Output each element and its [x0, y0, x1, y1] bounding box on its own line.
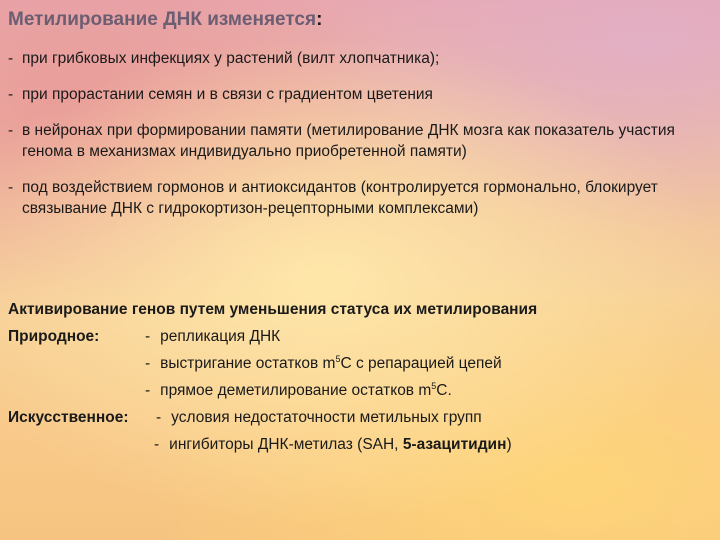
slide-title	[8, 9, 322, 31]
item-sup: 5	[335, 354, 341, 364]
item-dash: -	[156, 409, 162, 426]
slide-title-text: Метилирование ДНК изменяется	[8, 9, 317, 30]
item-dash: -	[145, 328, 151, 345]
item-dash: -	[145, 355, 151, 372]
artificial-row-2	[8, 431, 714, 458]
bullet-item	[8, 84, 714, 105]
item-text-pre: ингибиторы ДНК-метилаз (SAH,	[169, 436, 403, 453]
artificial-row-1	[8, 404, 714, 431]
item-text-post: )	[506, 436, 512, 453]
activation-section	[8, 296, 714, 458]
natural-row-1	[8, 323, 714, 350]
bullet-text: при грибковых инфекциях у растений (вилт хлопчатника);	[22, 50, 440, 67]
bullet-dash: -	[8, 122, 14, 139]
bullet-text: в нейронах при формировании памяти (метилирование ДНК мозга как показатель участия генома в механизмах индивидуально приобретенной памяти)	[22, 122, 675, 160]
item-text-pre: выстригание остатков m	[160, 355, 336, 372]
item-dash: -	[145, 382, 151, 399]
natural-row-3	[8, 377, 714, 404]
natural-label: Природное:	[8, 328, 100, 345]
natural-item	[145, 377, 452, 404]
bullet-dash: -	[8, 86, 14, 103]
item-text-bold: 5-азацитидин	[402, 436, 507, 453]
item-text: условия недостаточности метильных групп	[171, 409, 482, 426]
artificial-label: Искусственное:	[8, 409, 129, 426]
bullet-dash: -	[8, 179, 14, 196]
bullet-text: под воздействием гормонов и антиоксидантов (контролируется гормонально, блокирует связывание ДНК с гидрокортизон-рецепторными комплексами)	[22, 179, 658, 217]
item-dash: -	[154, 436, 160, 453]
artificial-item	[154, 431, 512, 458]
activation-heading: Активирование генов путем уменьшения статуса их метилирования	[8, 301, 538, 318]
bullet-item	[8, 120, 714, 162]
item-text-post: С.	[436, 382, 452, 399]
item-text-pre: прямое деметилирование остатков m	[160, 382, 432, 399]
slide-title-colon: :	[316, 9, 323, 30]
bullet-item	[8, 48, 714, 69]
bullet-list	[8, 48, 714, 234]
bullet-item	[8, 177, 714, 219]
bullet-dash: -	[8, 50, 14, 67]
item-text-post: С с репарацией цепей	[340, 355, 502, 372]
natural-item	[145, 350, 502, 377]
natural-item	[145, 323, 280, 350]
item-sup: 5	[431, 381, 437, 391]
bullet-text: при прорастании семян и в связи с градиентом цветения	[22, 86, 433, 103]
item-text: репликация ДНК	[160, 328, 281, 345]
natural-row-2	[8, 350, 714, 377]
artificial-item	[156, 404, 482, 431]
